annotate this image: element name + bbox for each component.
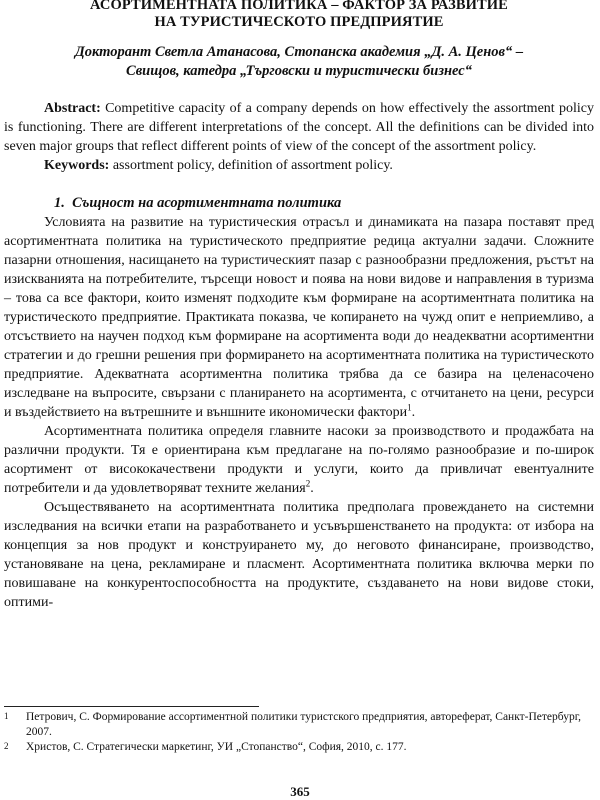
abstract bbox=[4, 99, 594, 156]
footnote-divider bbox=[4, 706, 259, 707]
author-affiliation bbox=[4, 43, 594, 81]
paper-title-line: НА ТУРИСТИЧЕСКОТО ПРЕДПРИЯТИЕ bbox=[154, 14, 444, 30]
footnote-number: 1 bbox=[4, 711, 9, 721]
paper-title bbox=[4, 0, 594, 31]
footnote bbox=[4, 710, 592, 740]
keywords-label: Keywords: bbox=[44, 158, 110, 173]
page-number: 365 bbox=[290, 784, 310, 799]
footnote-ref: 1 bbox=[407, 402, 412, 413]
paper-title-line: АСОРТИМЕНТНАТА ПОЛИТИКА – ФАКТОР ЗА РАЗВИТИЕ bbox=[90, 0, 508, 13]
section-number: 1. bbox=[54, 195, 65, 211]
keywords-text: assortment policy, definition of assortment policy. bbox=[112, 158, 393, 173]
footnotes bbox=[4, 710, 592, 755]
footnote-ref: 2 bbox=[305, 478, 311, 489]
body-paragraph bbox=[4, 213, 594, 422]
paragraph-text: Условията на развитие на туристическия отрасъл и динамиката на пазара поставят пред асортиментната политика на туристическото предприятие редица актуални задачи. Сложните пазарни отношения, насищането на туристическият пазар с разнообразни предложения, ръстът на изискванията на потребителите, търсещи новост и поява на нови видове и направления в туризма – това са все фактори, които изменят подходите към формиране на асортиментната политика на туристическото предприятие. Практиката показва, че копирането на чужд опит е неприемливо, а отсъствието на научен подход към формиране на асортимента води до неадекватни асортиментни стратегии и до грешни решения при формирането на асортиментната политика на туристическото предприятие. Адекватната асортиментна политика трябва да се базира на целенасочено изследване на въпросите, свързани с планирането на асортимента, с отчитането на цени, ресурси и въздействието на вътрешните и външните икономически фактори bbox=[4, 215, 594, 420]
section-title: Същност на асортиментната политика bbox=[72, 195, 342, 211]
abstract-label: Abstract: bbox=[44, 101, 101, 116]
footnote-number: 2 bbox=[4, 741, 9, 751]
body-paragraph bbox=[4, 422, 594, 498]
footnote-text: Петрович, С. Формирование ассортиментной политики туристского предприятия, автореферат, Санкт-Петербург, 2007. bbox=[26, 711, 581, 738]
section-heading bbox=[54, 194, 594, 213]
body-paragraph bbox=[4, 498, 594, 612]
author-line: Докторант Светла Атанасова, Стопанска академия „Д. А. Ценов“ – bbox=[74, 44, 524, 60]
paragraph-text: Асортиментната политика определя главните насоки за производството и продажбата на различни продукти. Тя е ориентирана към предлагане на по-голямо разнообразие и по-широк асортимент от висококачествени продукти и услуги, които да привличат евентуалните потребители и да удовлетворяват техните желания bbox=[4, 424, 594, 496]
paragraph-tail: . bbox=[411, 405, 416, 420]
abstract-text: Competitive capacity of a company depends on how effectively the assortment policy is functioning. There are different interpretations of the concept. All the definitions can be divided into seven major groups that reflect different points of view of the concept of the assortment policy. bbox=[4, 101, 594, 154]
footnote bbox=[4, 740, 592, 755]
keywords bbox=[4, 156, 594, 175]
paragraph-tail: . bbox=[310, 481, 314, 496]
author-line: Свищов, катедра „Търговски и туристически бизнес“ bbox=[126, 63, 472, 79]
footnote-text: Христов, С. Стратегически маркетинг, УИ „Стопанство“, София, 2010, с. 177. bbox=[26, 741, 407, 753]
paragraph-text: Осъществяването на асортиментната политика предполага провеждането на системни изследвания на всички етапи на разработването и усъвършенстването на продукта: от избора на концепция за нов продукт и конструирането му, до неговото финансиране, производство, установяване на цена, рекламиране и пласмент. Асортиментната политика включва мерки по повишаване на конкурентоспособността на продуктите, създаването на нови видове стоки, оптими- bbox=[4, 500, 594, 610]
